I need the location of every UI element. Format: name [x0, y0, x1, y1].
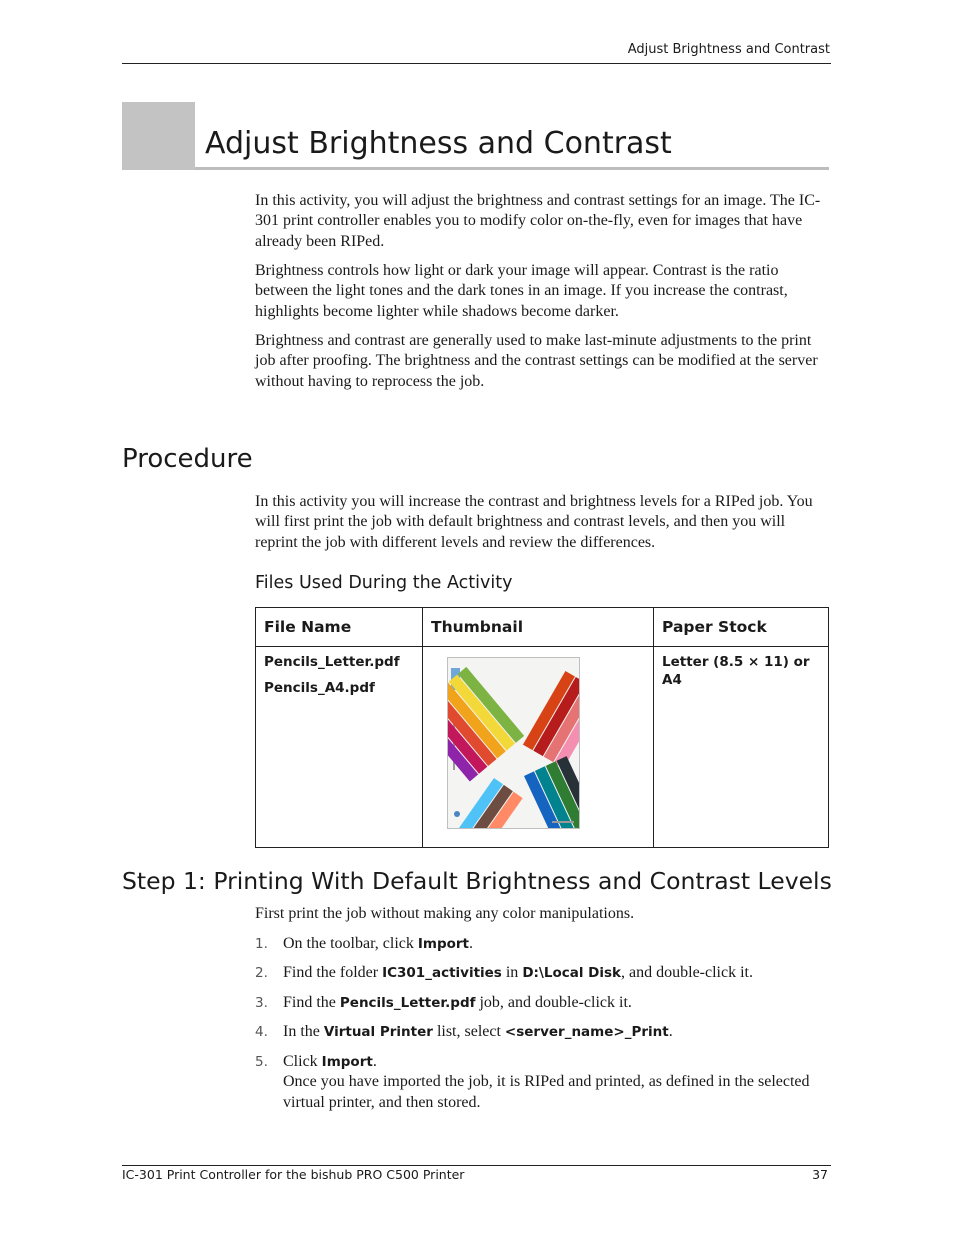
page-title: Adjust Brightness and Contrast — [205, 126, 672, 161]
step-number: 5. — [255, 1053, 268, 1070]
footer-product-name: IC-301 Print Controller for the bishub PRO C500 Printer — [122, 1167, 465, 1182]
header-rule — [122, 63, 831, 64]
title-block — [122, 102, 195, 170]
import-command-label: Import — [321, 1053, 373, 1070]
title-rule — [195, 167, 829, 170]
step-number: 3. — [255, 994, 268, 1011]
step-text: Find the — [283, 993, 340, 1011]
intro-paragraph-1: In this activity, you will adjust the brightness and contrast settings for an image. The IC-301 print controller enables you to modify color on-the-fly, even for images that have already been RIPed. — [255, 192, 821, 250]
files-heading: Files Used During the Activity — [255, 573, 513, 593]
job-name-label: Pencils_Letter.pdf — [339, 994, 476, 1011]
page-number: 37 — [812, 1167, 828, 1182]
file-name-letter: Pencils_Letter.pdf — [264, 654, 400, 670]
folder-name-label: IC301_activities — [382, 965, 502, 982]
column-header-paper-stock: Paper Stock — [654, 608, 829, 647]
intro-paragraph-2: Brightness controls how light or dark your image will appear. Contrast is the ratio between the light tones and the dark tones in an image. If you increase the contrast, highlights become lighter while shadows become darker. — [255, 262, 788, 320]
table-row — [256, 647, 829, 848]
step-text: . — [372, 1052, 377, 1070]
step-text: . — [469, 935, 474, 952]
step-number: 1. — [255, 936, 268, 952]
column-header-file-name: File Name — [256, 608, 423, 647]
column-header-thumbnail: Thumbnail — [423, 608, 654, 647]
step-text: , and double-click it. — [621, 964, 753, 982]
paper-stock-cell — [654, 647, 829, 848]
files-table — [255, 607, 829, 848]
footer-rule — [122, 1165, 831, 1166]
step-text: Click — [283, 1052, 322, 1070]
running-header: Adjust Brightness and Contrast — [627, 42, 830, 57]
step1-heading: Step 1: Printing With Default Brightness and Contrast Levels — [122, 867, 832, 895]
colored-pencils-thumbnail — [447, 657, 580, 829]
list-item — [255, 1022, 829, 1042]
list-item — [255, 963, 829, 983]
table-header-row — [256, 608, 829, 647]
procedure-paragraph: In this activity you will increase the contrast and brightness levels for a RIPed job. You will first print the job with default brightness and contrast levels, and then you will reprint the job with different levels and review the differences. — [255, 493, 813, 551]
step-text: . — [668, 1023, 673, 1041]
list-item — [255, 934, 829, 954]
procedure-heading: Procedure — [122, 444, 253, 474]
file-name-a4: Pencils_A4.pdf — [264, 680, 375, 696]
step-text: Find the folder — [283, 964, 383, 982]
list-item — [255, 1052, 829, 1113]
step-number: 2. — [255, 965, 268, 982]
list-item — [255, 993, 829, 1013]
step-text: On the toolbar, click — [283, 935, 418, 952]
step-text: list, select — [432, 1023, 505, 1041]
import-command-label: Import — [417, 936, 470, 952]
virtual-printer-label: Virtual Printer — [323, 1024, 433, 1041]
step1-list — [255, 934, 829, 1122]
drive-name-label: D:\Local Disk — [522, 965, 622, 982]
step-text: In the — [283, 1023, 324, 1041]
printer-name-label: <server_name>_Print — [504, 1024, 669, 1041]
step-text: job, and double-click it. — [475, 993, 632, 1011]
intro-paragraph-3: Brightness and contrast are generally used to make last-minute adjustments to the print job after proofing. The brightness and the contrast settings can be modified at the server without having to reprocess the job. — [255, 332, 818, 390]
step-note: Once you have imported the job, it is RIPed and printed, as defined in the selected virtual printer, and then stored. — [283, 1073, 810, 1111]
thumbnail-cell — [423, 647, 654, 848]
step-text: in — [501, 964, 523, 982]
step-number: 4. — [255, 1024, 268, 1041]
paper-stock-value: Letter (8.5 × 11) or A4 — [662, 654, 810, 688]
step1-intro: First print the job without making any color manipulations. — [255, 905, 635, 922]
file-name-cell — [256, 647, 423, 848]
